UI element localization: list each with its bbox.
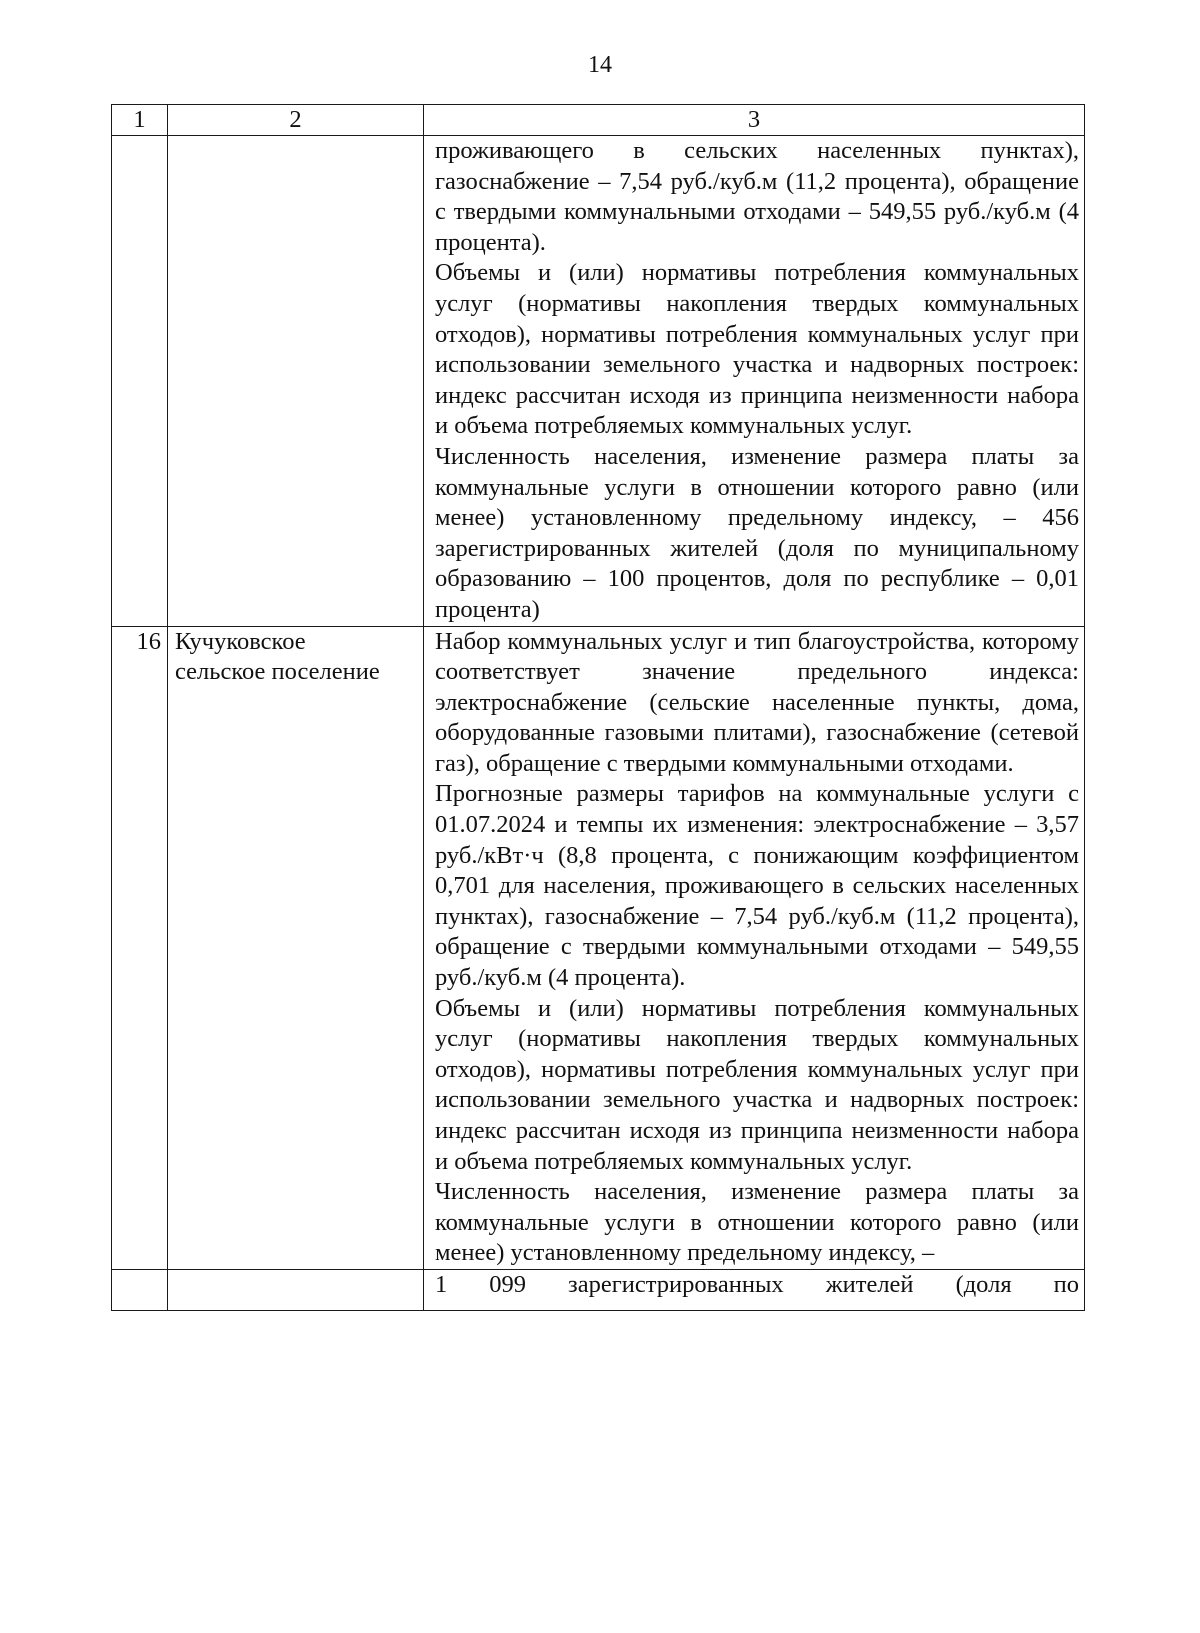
paragraph-tariffs: Прогнозные размеры тарифов на коммунальные услуги с 01.07.2024 и темпы их изменения: электроснабжение – 3,57 руб./кВт·ч (8,8 процента, с понижающим коэффициентом 0,701 для населения, проживающего в сельских населенных пунктах), газоснабжение – 7,54 руб./куб.м (11,2 процента), обращение с твердыми коммунальными отходами – 549,55 руб./куб.м (4 процента). <box>435 780 1079 992</box>
header-col-3: 3 <box>424 105 1085 136</box>
settlement-name-cell <box>168 1269 424 1310</box>
paragraph-services-set: Набор коммунальных услуг и тип благоустройства, которому соответствует значение предельного индекса: электроснабжение (сельские населенные пункты, дома, оборудованные газовыми плитами), газоснабжение (сетевой газ), обращение с твердыми коммунальными отходами. <box>435 627 1079 777</box>
header-col-1: 1 <box>112 105 168 136</box>
paragraph-population: Численность населения, изменение размера платы за коммунальные услуги в отношении которого равно (или менее) установленному предельному индексу, – <box>435 1178 1079 1267</box>
paragraph-population: Численность населения, изменение размера платы за коммунальные услуги в отношении которого равно (или менее) установленному предельному индексу, – 456 зарегистрированных жителей (доля по муниципальному образованию – 100 процентов, доля по республике – 0,01 процента) <box>435 442 1079 623</box>
paragraph-tariffs-tail: проживающего в сельских населенных пунктах), газоснабжение – 7,54 руб./куб.м (11,2 процента), обращение с твердыми коммунальными отходами – 549,55 руб./куб.м (4 процента). <box>435 137 1079 256</box>
table-row-16-cut <box>112 1269 1085 1310</box>
table-header-row <box>112 105 1085 136</box>
settlement-name-line-1: Кучуковское <box>175 627 306 655</box>
description-cell <box>424 136 1085 627</box>
row-number-cell <box>112 136 168 627</box>
page-number: 14 <box>588 52 612 78</box>
table-row-continued <box>112 136 1085 627</box>
header-col-2: 2 <box>168 105 424 136</box>
row-number-cell: 16 <box>112 626 168 1269</box>
table-row-16 <box>112 626 1085 1269</box>
paragraph-population-cut: 1 099 зарегистрированных жителей (доля по <box>435 1270 1079 1298</box>
description-cell <box>424 1269 1085 1310</box>
settlement-name-line-2: сельское поселение <box>175 658 380 686</box>
row-number-cell <box>112 1269 168 1310</box>
description-cell <box>424 626 1085 1269</box>
tariff-table <box>111 104 1085 1311</box>
settlement-name-cell <box>168 626 424 1269</box>
paragraph-norms: Объемы и (или) нормативы потребления коммунальных услуг (нормативы накопления твердых коммунальных отходов), нормативы потребления коммунальных услуг при использовании земельного участка и надворных построек: индекс рассчитан исходя из принципа неизменности набора и объема потребляемых коммунальных услуг. <box>435 259 1079 440</box>
paragraph-norms: Объемы и (или) нормативы потребления коммунальных услуг (нормативы накопления твердых коммунальных отходов), нормативы потребления коммунальных услуг при использовании земельного участка и надворных построек: индекс рассчитан исходя из принципа неизменности набора и объема потребляемых коммунальных услуг. <box>435 994 1079 1175</box>
settlement-name-cell <box>168 136 424 627</box>
